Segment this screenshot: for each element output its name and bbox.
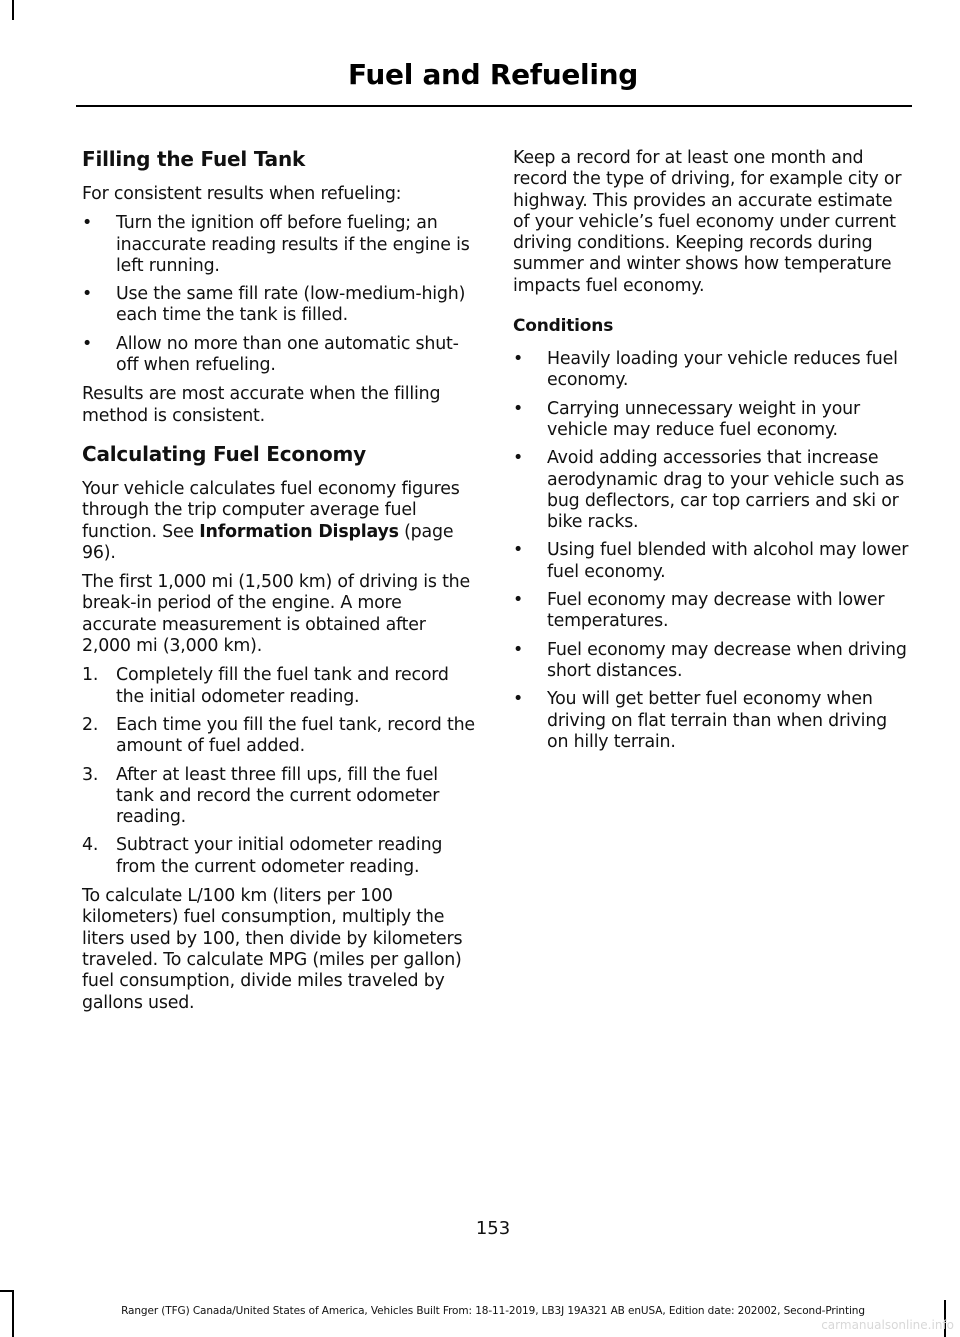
list-item-text: Allow no more than one automatic shut-off when refueling. bbox=[116, 333, 459, 376]
list-item-text: You will get better fuel economy when driving on flat terrain than when driving on hilly terrain. bbox=[547, 689, 887, 752]
list-item bbox=[82, 835, 478, 878]
list-item-text: Carrying unnecessary weight in your vehicle may reduce fuel economy. bbox=[547, 398, 860, 440]
list-item-text: Avoid adding accessories that increase aerodynamic drag to your vehicle such as bug deflectors, car top carriers and ski or bike racks. bbox=[547, 448, 905, 533]
step-number: 1. bbox=[82, 665, 99, 686]
list-item-text: Using fuel blended with alcohol may lower fuel economy. bbox=[547, 540, 909, 582]
step-text: After at least three fill ups, fill the fuel tank and record the current odometer reading. bbox=[116, 764, 440, 828]
information-displays-link[interactable]: Information Displays bbox=[199, 521, 399, 542]
results-paragraph: Results are most accurate when the filling method is consistent. bbox=[82, 384, 441, 426]
bullet-mark: • bbox=[82, 213, 93, 234]
list-item bbox=[513, 399, 910, 442]
list-item bbox=[513, 640, 910, 683]
list-item bbox=[513, 540, 910, 583]
watermark: carmanualsonline.info bbox=[821, 1318, 954, 1332]
step-number: 4. bbox=[82, 835, 99, 856]
list-item bbox=[82, 665, 478, 708]
bullet-mark: • bbox=[513, 540, 524, 561]
calc-paragraph-2: The first 1,000 mi (1,500 km) of driving is the break-in period of the engine. A more accurate measurement is obtained after 2,000 mi (3,000 km). bbox=[82, 572, 471, 657]
step-text: Each time you fill the fuel tank, record the amount of fuel added. bbox=[116, 714, 475, 757]
crop-mark-top-left bbox=[12, 0, 14, 20]
heading-calculating-fuel-economy: Calculating Fuel Economy bbox=[82, 441, 367, 466]
calc-text-b: (page 96). bbox=[82, 521, 454, 563]
bullet-mark: • bbox=[513, 349, 524, 370]
heading-filling-fuel-tank: Filling the Fuel Tank bbox=[82, 147, 306, 171]
list-item bbox=[82, 334, 478, 377]
heading-conditions: Conditions bbox=[513, 316, 614, 337]
list-item-text: Fuel economy may decrease when driving short distances. bbox=[547, 639, 907, 681]
step-text: Subtract your initial odometer reading from the current odometer reading. bbox=[116, 835, 443, 877]
intro-paragraph: For consistent results when refueling: bbox=[82, 184, 402, 204]
refueling-tips-list bbox=[82, 213, 478, 376]
bullet-mark: • bbox=[82, 284, 93, 305]
calculation-steps-list bbox=[82, 665, 478, 878]
header-divider bbox=[76, 105, 912, 107]
step-number: 2. bbox=[82, 714, 99, 735]
bullet-mark: • bbox=[513, 590, 524, 611]
list-item bbox=[82, 213, 478, 277]
left-column bbox=[82, 140, 478, 1022]
bullet-mark: • bbox=[82, 333, 93, 354]
conditions-list bbox=[513, 349, 910, 753]
page-number: 153 bbox=[475, 1218, 511, 1239]
step-text: Completely fill the fuel tank and record the initial odometer reading. bbox=[116, 665, 449, 707]
footer-edition-text: Ranger (TFG) Canada/United States of America, Vehicles Built From: 18-11-2019, LB3J 19A321 AB enUSA, Edition date: 202002, Second-Printing bbox=[121, 1305, 865, 1317]
calc-paragraph-3: To calculate L/100 km (liters per 100 kilometers) fuel consumption, multiply the liters used by 100, then divide by kilometers traveled. To calculate MPG (miles per gallon) fuel consumption, divide miles traveled by gallons used. bbox=[82, 886, 463, 1013]
calc-text-a: Your vehicle calculates fuel economy figures through the trip computer average fuel function. See bbox=[82, 478, 460, 542]
bullet-mark: • bbox=[513, 448, 524, 469]
step-number: 3. bbox=[82, 764, 99, 785]
list-item-text: Heavily loading your vehicle reduces fuel economy. bbox=[547, 349, 898, 391]
list-item-text: Turn the ignition off before fueling; an inaccurate reading results if the engine is left running. bbox=[116, 213, 470, 276]
crop-mark-bottom-left-h bbox=[0, 1290, 14, 1292]
list-item bbox=[513, 448, 910, 533]
bullet-mark: • bbox=[513, 689, 524, 710]
list-item-text: Fuel economy may decrease with lower temperatures. bbox=[547, 590, 885, 632]
list-item bbox=[82, 715, 478, 758]
calc-paragraph-1 bbox=[82, 479, 478, 564]
right-column bbox=[513, 148, 910, 761]
record-paragraph: Keep a record for at least one month and record the type of driving, for example city or highway. This provides an accurate estimate of your vehicle’s fuel economy under current driving conditions. Keeping records during summer and winter shows how temperature impacts fuel economy. bbox=[513, 148, 902, 296]
list-item bbox=[82, 284, 478, 327]
list-item bbox=[513, 590, 910, 633]
list-item-text: Use the same fill rate (low-medium-high) each time the tank is filled. bbox=[116, 284, 466, 326]
list-item bbox=[82, 765, 478, 829]
page-title: Fuel and Refueling bbox=[347, 58, 638, 91]
list-item bbox=[513, 349, 910, 392]
bullet-mark: • bbox=[513, 639, 524, 660]
bullet-mark: • bbox=[513, 398, 524, 419]
list-item bbox=[513, 689, 910, 753]
